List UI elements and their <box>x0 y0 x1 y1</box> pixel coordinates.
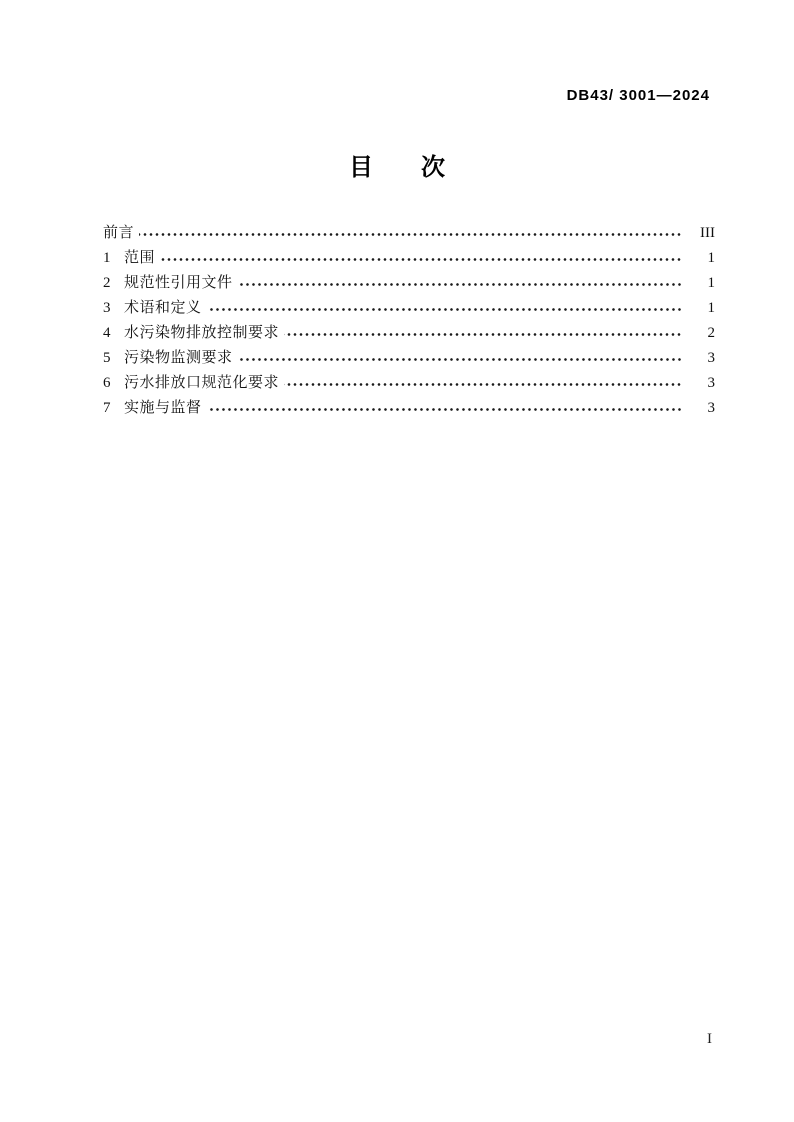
dot-leader <box>238 282 682 287</box>
toc-entry-number: 3 <box>103 300 111 316</box>
dot-leader <box>139 232 682 237</box>
toc-entry[interactable] <box>103 246 715 271</box>
dot-leader <box>238 357 682 362</box>
toc-entry-label: 污染物监测要求 <box>124 350 233 366</box>
toc-entry[interactable] <box>103 321 715 346</box>
toc-entry-number: 7 <box>103 400 111 416</box>
toc-entry-label: 水污染物排放控制要求 <box>124 325 280 341</box>
toc-entry-number: 2 <box>103 275 111 291</box>
toc-entry[interactable] <box>103 271 715 296</box>
standard-number: DB43/ 3001—2024 <box>566 87 710 104</box>
page-title: 目 次 <box>349 154 445 181</box>
toc-entry-page: 3 <box>707 400 715 416</box>
dot-leader <box>284 382 682 387</box>
toc-entry-page: 1 <box>707 300 715 316</box>
toc-list <box>103 221 715 421</box>
toc-entry-page: 3 <box>707 350 715 366</box>
page-number: I <box>707 1031 712 1047</box>
toc-entry-label: 术语和定义 <box>124 300 202 316</box>
toc-entry-number: 5 <box>103 350 111 366</box>
toc-entry-page: 1 <box>707 275 715 291</box>
dot-leader <box>160 257 682 262</box>
toc-entry-label: 实施与监督 <box>124 400 202 416</box>
toc-entry-page: 2 <box>707 325 715 341</box>
toc-entry-number: 6 <box>103 375 111 391</box>
toc-entry[interactable] <box>103 221 715 246</box>
dot-leader <box>207 407 682 412</box>
toc-entry[interactable] <box>103 371 715 396</box>
dot-leader <box>207 307 682 312</box>
toc-entry[interactable] <box>103 346 715 371</box>
toc-entry-page: III <box>700 225 715 241</box>
toc-entry[interactable] <box>103 296 715 321</box>
toc-entry-number: 1 <box>103 250 111 266</box>
toc-entry-page: 1 <box>707 250 715 266</box>
toc-entry-label: 污水排放口规范化要求 <box>124 375 280 391</box>
toc-entry-page: 3 <box>707 375 715 391</box>
toc-entry-label: 规范性引用文件 <box>124 275 233 291</box>
toc-entry-number: 4 <box>103 325 111 341</box>
toc-entry-label: 前言 <box>103 225 135 241</box>
dot-leader <box>284 332 682 337</box>
toc-entry[interactable] <box>103 396 715 421</box>
toc-entry-label: 范围 <box>124 250 156 266</box>
